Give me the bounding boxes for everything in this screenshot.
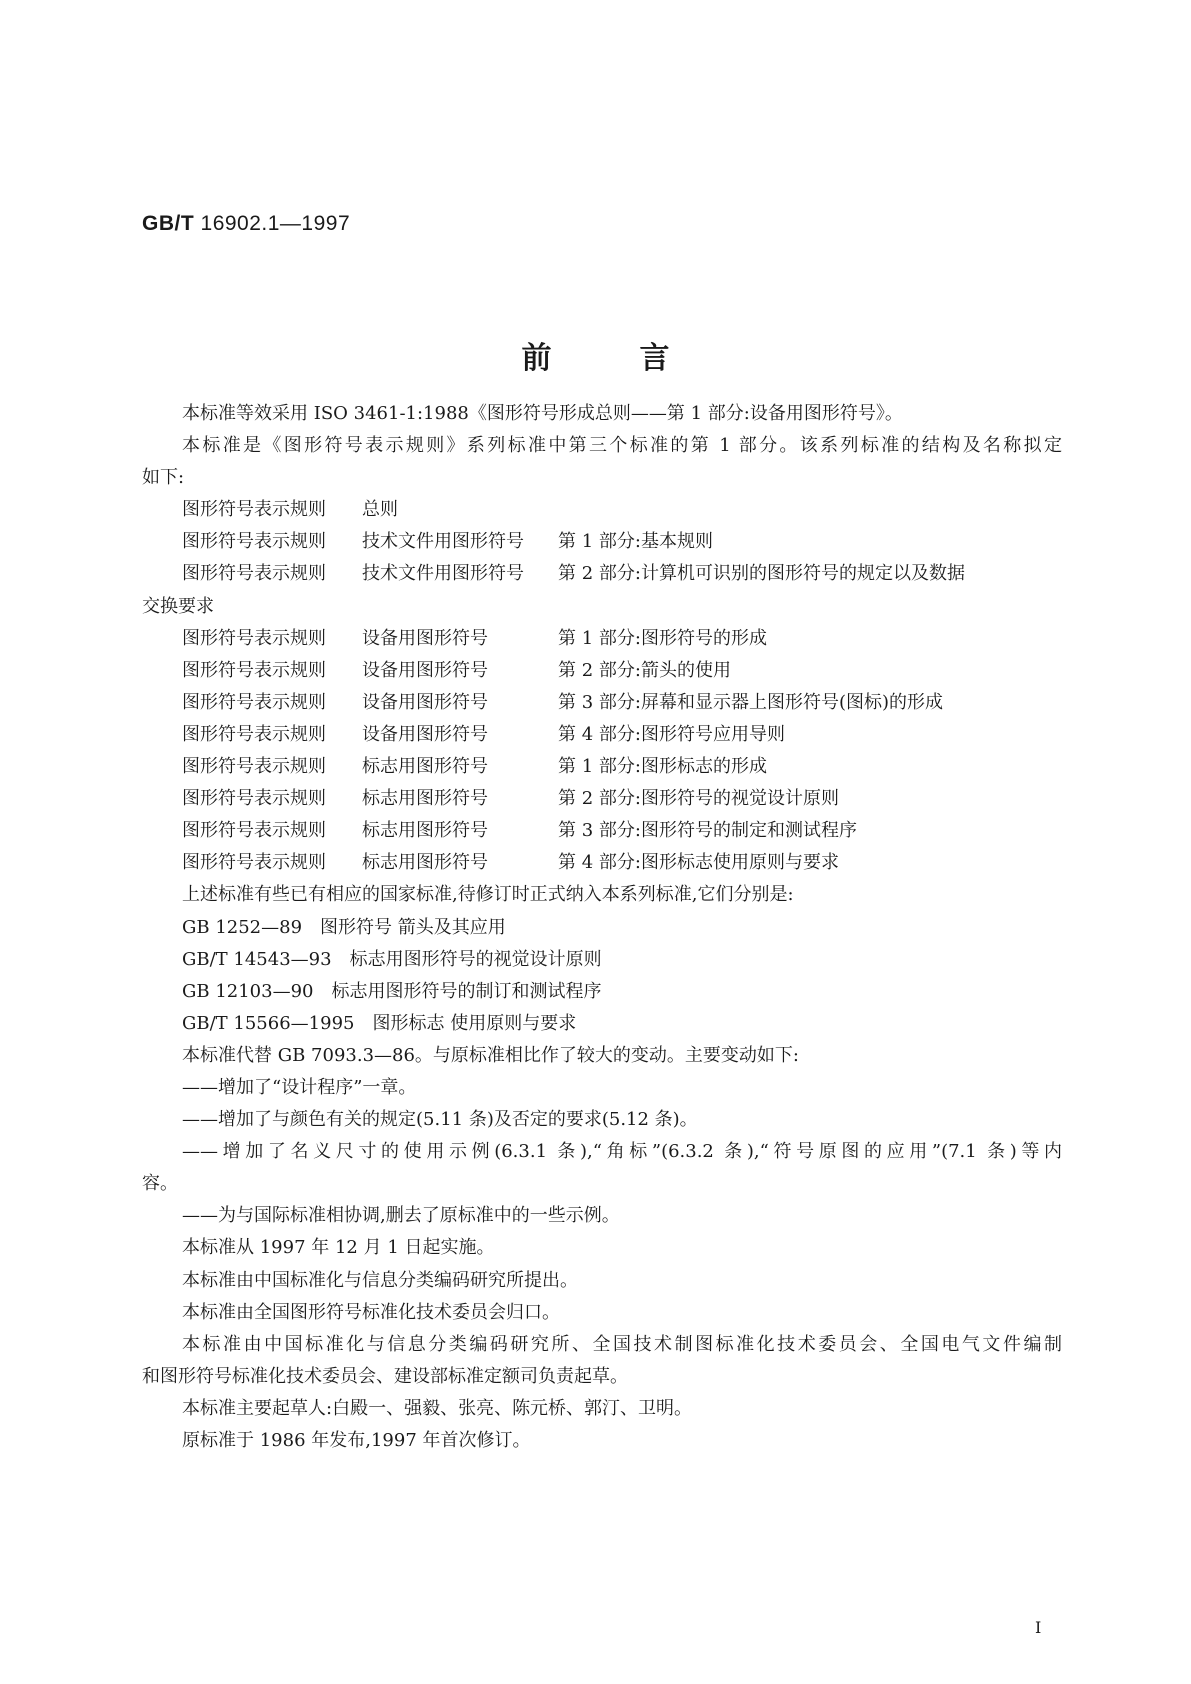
series-item (142, 623, 1062, 655)
series-item-part: 第 2 部分:箭头的使用 (558, 659, 731, 681)
series-item-general: 图形符号表示规则 (182, 756, 326, 778)
paragraph-drafted-by: 本标准由中国标准化与信息分类编码研究所、全国技术制图标准化技术委员会、全国电气文件编制 (182, 1333, 1062, 1355)
paragraph-series-intro-cont: 如下: (142, 467, 185, 489)
existing-standard-code: GB 1252—89 (182, 916, 303, 938)
series-item-part: 第 1 部分:图形符号的形成 (558, 627, 767, 649)
document-code (142, 212, 350, 236)
series-item-category: 设备用图形符号 (362, 723, 488, 745)
page-number: I (1035, 1618, 1042, 1637)
series-item (142, 655, 1062, 687)
series-item-part: 第 4 部分:图形标志使用原则与要求 (558, 852, 839, 874)
series-item-category: 总则 (362, 499, 398, 521)
paragraph-drafted-by-cont: 和图形符号标准化技术委员会、建设部标准定额司负责起草。 (142, 1365, 628, 1387)
series-item-general: 图形符号表示规则 (182, 627, 326, 649)
series-item-category: 设备用图形符号 (362, 691, 488, 713)
series-item-general: 图形符号表示规则 (182, 563, 326, 585)
change-item: ——增加了“设计程序”一章。 (182, 1076, 417, 1098)
series-item (142, 783, 1062, 815)
paragraph-series-intro: 本标准是《图形符号表示规则》系列标准中第三个标准的第 1 部分。该系列标准的结构及名称拟定 (182, 435, 1062, 457)
paragraph-centralized-by: 本标准由全国图形符号标准化技术委员会归口。 (182, 1301, 560, 1323)
document-code-prefix: GB/T (142, 212, 195, 235)
series-item-general: 图形符号表示规则 (182, 659, 326, 681)
existing-standard-name: 图形符号 箭头及其应用 (320, 916, 506, 938)
series-item-part: 第 4 部分:图形符号应用导则 (558, 723, 785, 745)
series-item-category: 标志用图形符号 (362, 820, 488, 842)
series-item-category: 设备用图形符号 (362, 627, 488, 649)
series-item-general: 图形符号表示规则 (182, 499, 326, 521)
document-code-number: 16902.1—1997 (200, 212, 351, 235)
series-item (142, 687, 1062, 719)
existing-standard-item (142, 912, 1062, 944)
paragraph-drafters: 本标准主要起草人:白殿一、强毅、张亮、陈元桥、郭汀、卫明。 (182, 1397, 693, 1419)
series-item-general: 图形符号表示规则 (182, 723, 326, 745)
series-item (142, 526, 1062, 558)
series-item-category: 标志用图形符号 (362, 852, 488, 874)
series-item (142, 847, 1062, 879)
existing-standard-name: 标志用图形符号的视觉设计原则 (349, 948, 602, 970)
series-item (142, 751, 1062, 783)
paragraph-changes-intro: 本标准代替 GB 7093.3—86。与原标准相比作了较大的变动。主要变动如下: (182, 1044, 799, 1066)
series-item-general: 图形符号表示规则 (182, 852, 326, 874)
series-item-category: 标志用图形符号 (362, 788, 488, 810)
change-item: ——为与国际标准相协调,删去了原标准中的一些示例。 (182, 1205, 620, 1227)
existing-standard-item (142, 976, 1062, 1008)
series-item (142, 815, 1062, 847)
series-item-part: 第 1 部分:基本规则 (558, 531, 713, 553)
existing-standard-name: 标志用图形符号的制订和测试程序 (331, 980, 602, 1002)
change-item: ——增加了与颜色有关的规定(5.11 条)及否定的要求(5.12 条)。 (182, 1109, 698, 1131)
series-item-part: 第 3 部分:屏幕和显示器上图形符号(图标)的形成 (558, 691, 944, 713)
series-item-part: 第 2 部分:图形符号的视觉设计原则 (558, 788, 839, 810)
paragraph-existing-intro: 上述标准有些已有相应的国家标准,待修订时正式纳入本系列标准,它们分别是: (182, 884, 794, 906)
series-item-category: 标志用图形符号 (362, 756, 488, 778)
series-item-part: 第 1 部分:图形标志的形成 (558, 756, 767, 778)
series-item-cont: 交换要求 (142, 595, 214, 617)
series-item-general: 图形符号表示规则 (182, 531, 326, 553)
series-item-general: 图形符号表示规则 (182, 820, 326, 842)
series-item (142, 558, 1062, 590)
existing-standard-item (142, 1008, 1062, 1040)
series-item-general: 图形符号表示规则 (182, 691, 326, 713)
paragraph-proposed-by: 本标准由中国标准化与信息分类编码研究所提出。 (182, 1269, 578, 1291)
series-item (142, 494, 1062, 526)
series-item-category: 技术文件用图形符号 (362, 531, 524, 553)
existing-standard-name: 图形标志 使用原则与要求 (372, 1012, 577, 1034)
series-item-category: 技术文件用图形符号 (362, 563, 524, 585)
paragraph-adoption: 本标准等效采用 ISO 3461-1:1988《图形符号形成总则——第 1 部分:设备用图形符号》。 (182, 403, 903, 424)
paragraph-history: 原标准于 1986 年发布,1997 年首次修订。 (182, 1430, 531, 1451)
paragraph-effective-date: 本标准从 1997 年 12 月 1 日起实施。 (182, 1237, 495, 1259)
change-item: ——增加了名义尺寸的使用示例(6.3.1 条),“角标”(6.3.2 条),“符号原图的应用”(7.1 条)等内 (182, 1141, 1062, 1163)
series-item (142, 719, 1062, 751)
existing-standard-code: GB/T 14543—93 (182, 948, 332, 970)
series-item-category: 设备用图形符号 (362, 659, 488, 681)
existing-standard-code: GB/T 15566—1995 (182, 1012, 355, 1034)
existing-standard-item (142, 944, 1062, 976)
series-item-general: 图形符号表示规则 (182, 788, 326, 810)
preface-body (142, 398, 1062, 1457)
series-item-part: 第 2 部分:计算机可识别的图形符号的规定以及数据 (558, 563, 965, 585)
change-item-cont: 容。 (142, 1173, 178, 1195)
series-item-part: 第 3 部分:图形符号的制定和测试程序 (558, 820, 857, 842)
existing-standard-code: GB 12103—90 (182, 980, 314, 1002)
page-title: 前言 (521, 341, 758, 376)
